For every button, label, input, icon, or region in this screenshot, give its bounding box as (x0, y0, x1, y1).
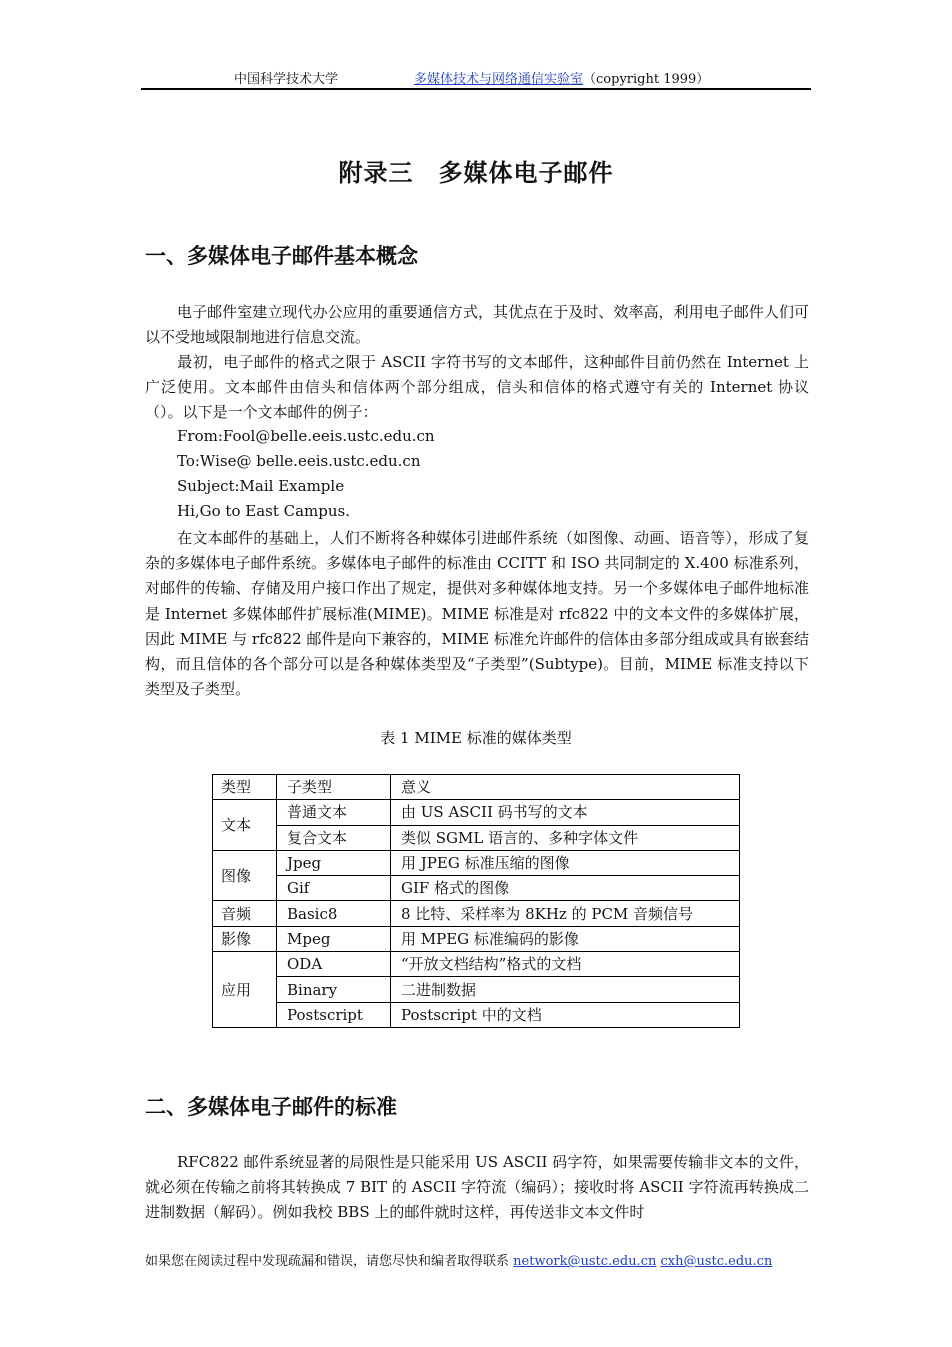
table-caption: 表 1 MIME 标准的媒体类型 (380, 729, 572, 747)
meaning-cell: Postscript 中的文档 (391, 1002, 740, 1027)
subtype-cell: Binary (277, 977, 391, 1002)
lab-info (414, 68, 709, 87)
meaning-cell: “开放文档结构”格式的文档 (391, 952, 740, 977)
subtype-cell: 复合文本 (277, 825, 391, 850)
footer-email-link-2[interactable]: cxh@ustc.edu.cn (660, 1254, 773, 1269)
table-row (213, 876, 740, 901)
table-row (213, 926, 740, 951)
page-title: 附录三 多媒体电子邮件 (338, 158, 614, 187)
meaning-cell: GIF 格式的图像 (391, 876, 740, 901)
meaning-cell: 8 比特、采样率为 8KHz 的 PCM 音频信号 (391, 901, 740, 926)
type-cell: 影像 (213, 926, 277, 951)
school-name: 中国科学技术大学 (234, 72, 339, 87)
paragraph-3: 在文本邮件的基础上，人们不断将各种媒体引进邮件系统（如图像、动画、语音等），形成了复杂的多媒体电子邮件系统。多媒体电子邮件的标准由 CCITT 和 ISO 共同制定的 X.400 标准系列，对邮件的传输、存储及用户接口作出了规定，提供对多种媒体地支持。另一个多媒体电子邮件地标准是 Internet 多媒体邮件扩展标准(MIME)。MIME 标准是对 rfc822 中的文本文件的多媒体扩展，因此 MIME 与 rfc822 邮件是向下兼容的，MIME 标准允许邮件的信体由多部分组成或具有嵌套结构，而且信体的各个部分可以是各种媒体类型及“子类型”(Subtype)。目前，MIME 标准支持以下类型及子类型。 (145, 529, 809, 699)
meaning-cell: 类似 SGML 语言的、多种字体文件 (391, 825, 740, 850)
subtype-cell: Jpeg (277, 850, 391, 875)
header-cell: 类型 (213, 775, 277, 800)
subtype-cell: Basic8 (277, 901, 391, 926)
page-header (141, 66, 811, 90)
type-cell: 文本 (213, 800, 277, 851)
table-row (213, 952, 740, 977)
section-heading-2: 二、多媒体电子邮件的标准 (145, 1095, 397, 1119)
footer-email-link-1[interactable]: network@ustc.edu.cn (513, 1254, 657, 1269)
type-cell: 图像 (213, 850, 277, 901)
table-row (213, 977, 740, 1002)
subtype-cell: 普通文本 (277, 800, 391, 825)
example-subject: Subject:Mail Example (177, 477, 345, 495)
subtype-cell: Postscript (277, 1002, 391, 1027)
table-row (213, 825, 740, 850)
meaning-cell: 用 JPEG 标准压缩的图像 (391, 850, 740, 875)
subtype-cell: Gif (277, 876, 391, 901)
subtype-cell: ODA (277, 952, 391, 977)
meaning-cell: 用 MPEG 标准编码的影像 (391, 926, 740, 951)
type-cell: 音频 (213, 901, 277, 926)
copyright-text: （copyright 1999） (583, 72, 710, 87)
footer-text: 如果您在阅读过程中发现疏漏和错误，请您尽快和编者取得联系 (145, 1254, 510, 1269)
subtype-cell: Mpeg (277, 926, 391, 951)
mime-type-table (212, 774, 740, 1028)
table-row (213, 901, 740, 926)
example-from: From:Fool@belle.eeis.ustc.edu.cn (177, 427, 435, 445)
lab-link[interactable]: 多媒体技术与网络通信实验室 (414, 72, 584, 87)
paragraph-2: 最初，电子邮件的格式之限于 ASCII 字符书写的文本邮件，这种邮件目前仍然在 Internet 上广泛使用。文本邮件由信头和信体两个部分组成，信头和信体的格式遵守有关的 Internet 协议（）。以下是一个文本邮件的例子： (145, 353, 809, 422)
section-heading-1: 一、多媒体电子邮件基本概念 (145, 244, 418, 268)
table-row (213, 850, 740, 875)
meaning-cell: 由 US ASCII 码书写的文本 (391, 800, 740, 825)
type-cell: 应用 (213, 952, 277, 1028)
header-cell: 意义 (391, 775, 740, 800)
meaning-cell: 二进制数据 (391, 977, 740, 1002)
paragraph-4: RFC822 邮件系统显著的局限性是只能采用 US ASCII 码字符，如果需要传输非文本的文件，就必须在传输之前将其转换成 7 BIT 的 ASCII 字符流（编码）；接收时将 ASCII 字符流再转换成二进制数据（解码）。例如我校 BBS 上的邮件就时这样，再传送非文本文件时 (145, 1153, 809, 1222)
page-footer (145, 1250, 772, 1269)
header-cell: 子类型 (277, 775, 391, 800)
table-row (213, 800, 740, 825)
paragraph-1: 电子邮件室建立现代办公应用的重要通信方式，其优点在于及时、效率高，利用电子邮件人们可以不受地域限制地进行信息交流。 (145, 303, 809, 347)
table-header-row (213, 775, 740, 800)
table-row (213, 1002, 740, 1027)
example-body: Hi,Go to East Campus. (177, 502, 351, 520)
example-to: To:Wise@ belle.eeis.ustc.edu.cn (177, 452, 421, 470)
